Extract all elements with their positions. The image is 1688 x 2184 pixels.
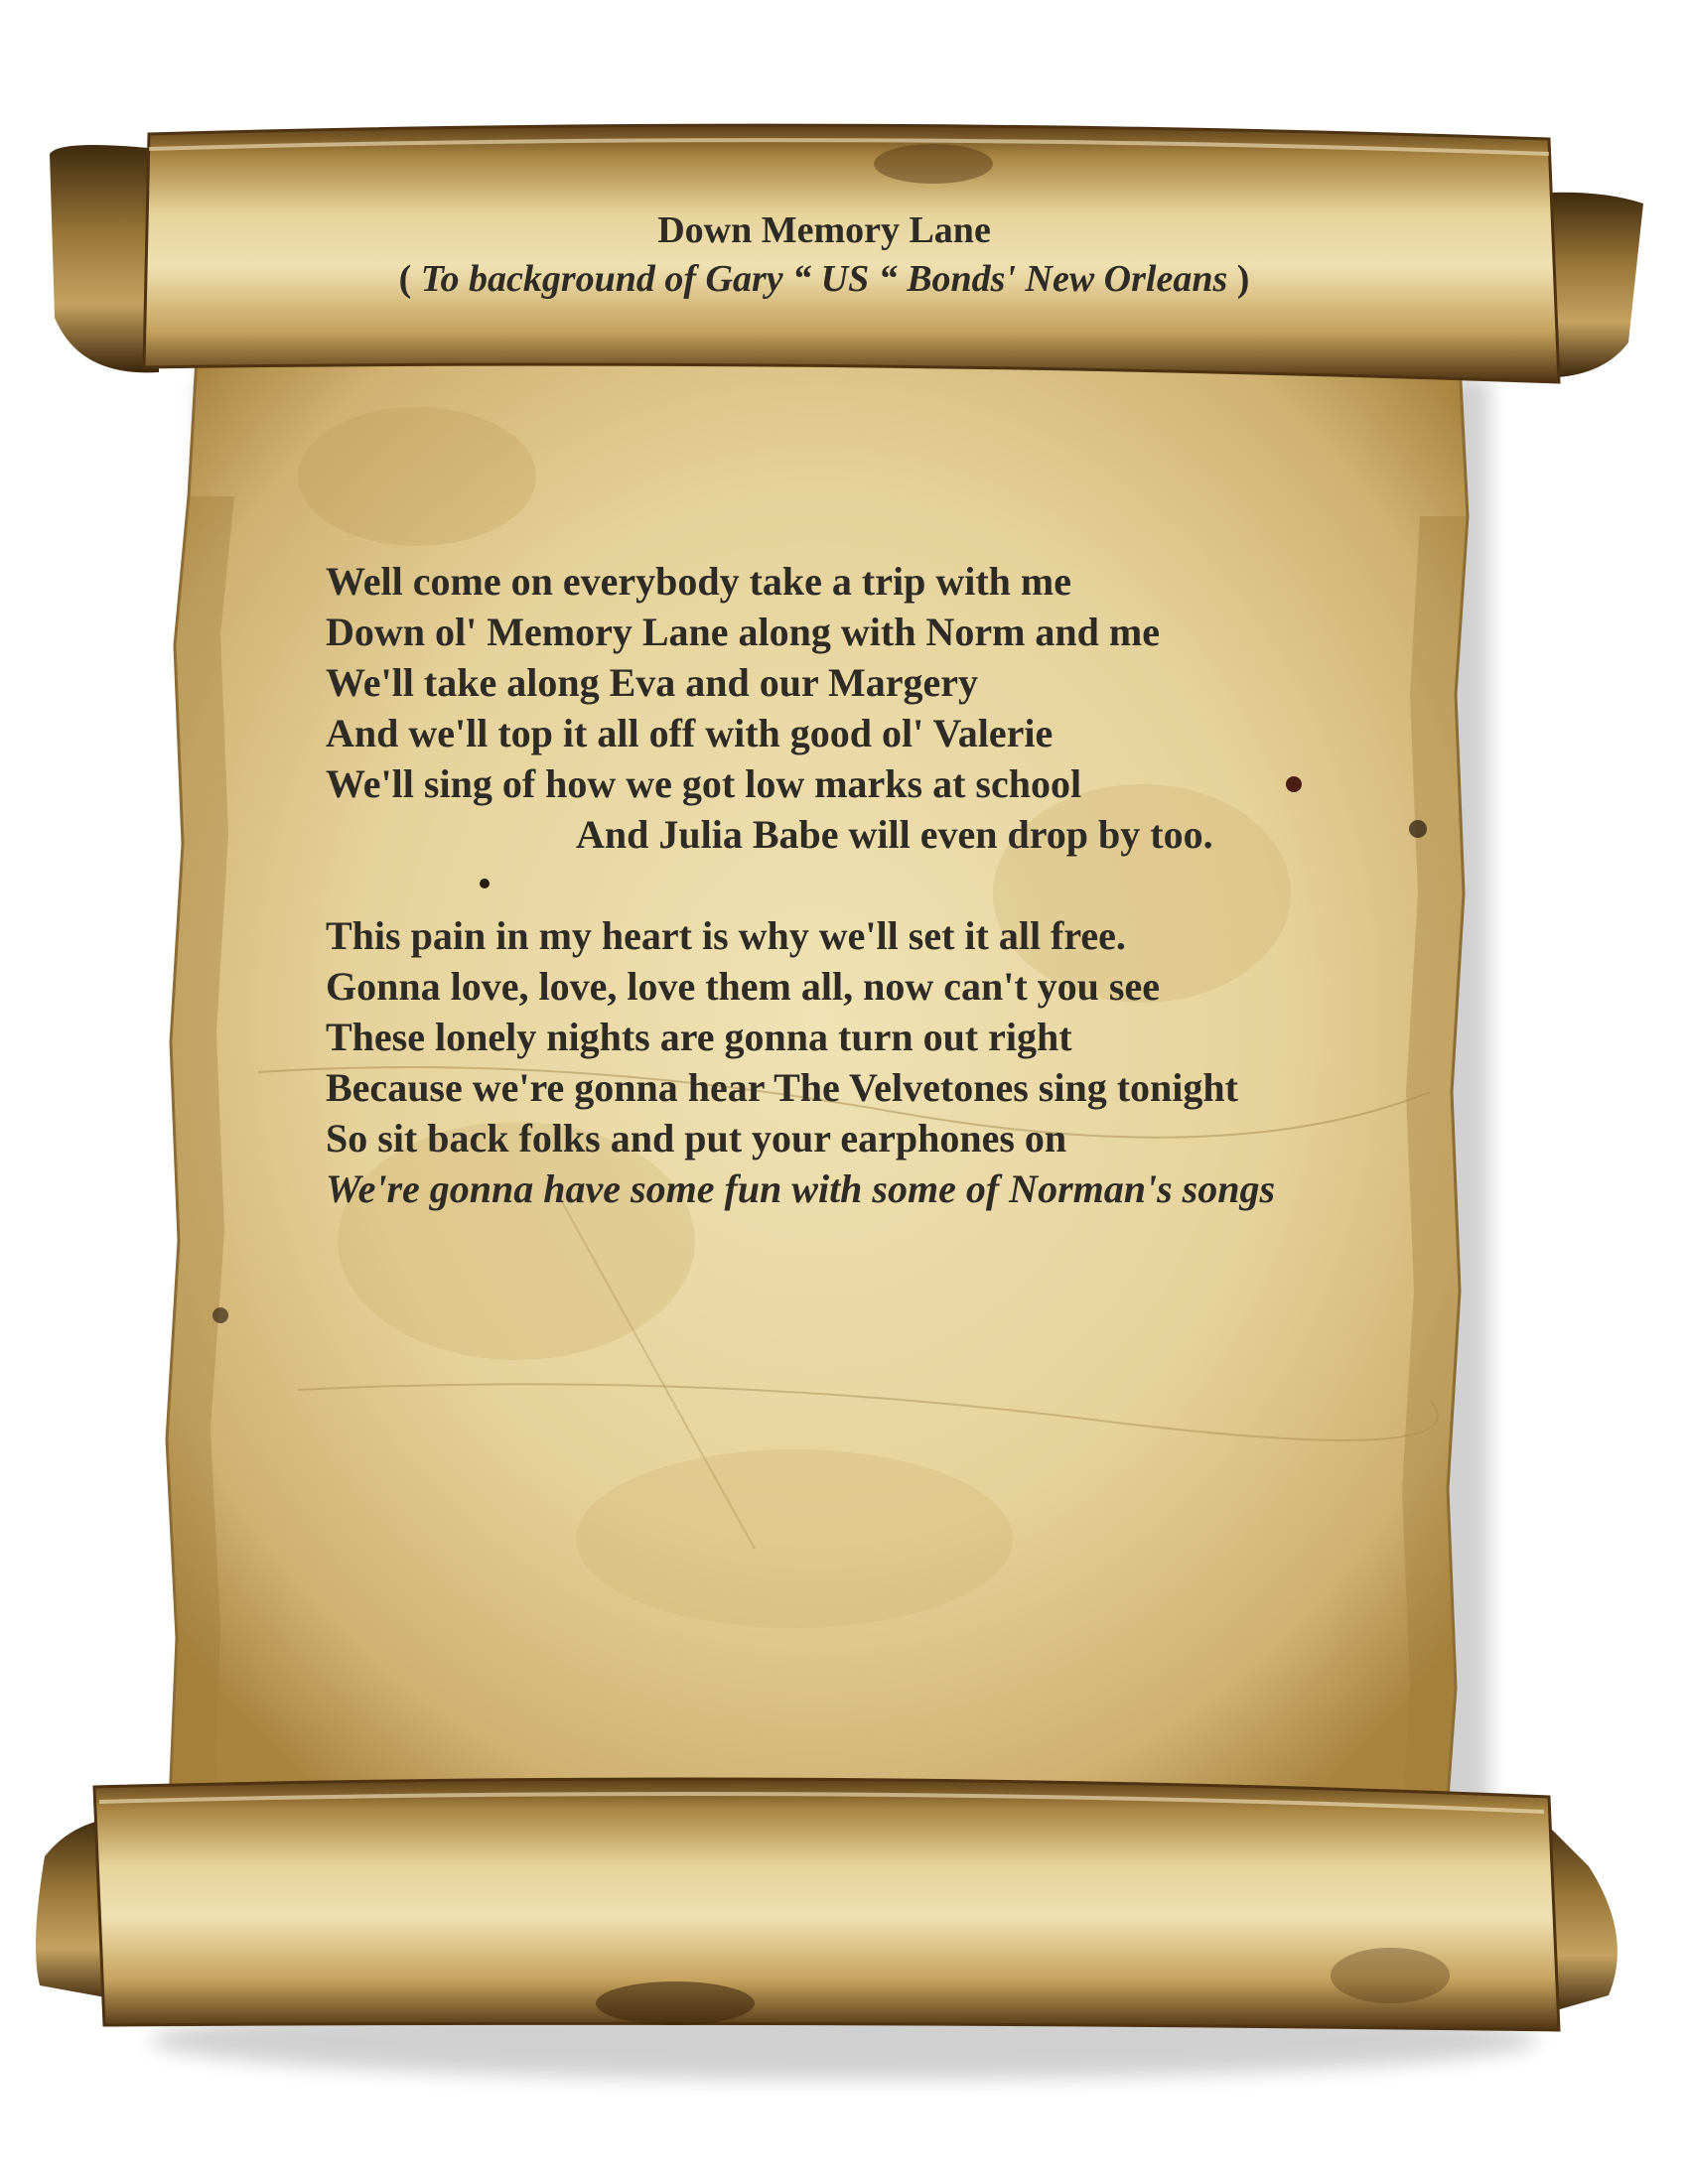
lyric-line: Well come on everybody take a trip with me bbox=[326, 559, 1071, 604]
bottom-roll bbox=[36, 1779, 1618, 2030]
lyric-line-italic: We're gonna have some fun with some of Norman's songs bbox=[326, 1166, 1276, 1211]
lyric-line: Down ol' Memory Lane along with Norm and me bbox=[326, 610, 1160, 654]
lyric-line: We'll sing of how we got low marks at school bbox=[326, 761, 1082, 806]
lyric-line: And we'll top it all off with good ol' Valerie bbox=[326, 711, 1054, 755]
lyric-line: This pain in my heart is why we'll set it all free. bbox=[326, 913, 1126, 958]
page-title: Down Memory Lane bbox=[657, 209, 991, 251]
page-subtitle bbox=[298, 254, 1350, 304]
lyric-line: Because we're gonna hear The Velvetones sing tonight bbox=[326, 1065, 1238, 1110]
title-block bbox=[298, 206, 1350, 304]
subtitle-text: To background of Gary “ US “ Bonds' New Orleans bbox=[420, 258, 1228, 300]
subtitle-close-paren: ) bbox=[1227, 258, 1250, 300]
lyric-line: These lonely nights are gonna turn out right bbox=[326, 1015, 1072, 1059]
subtitle-open-paren: ( bbox=[398, 258, 421, 300]
lyric-line: Gonna love, love, love them all, now can't you see bbox=[326, 964, 1160, 1009]
lyric-line-indented: And Julia Babe will even drop by too. bbox=[576, 812, 1213, 857]
lyric-line: We'll take along Eva and our Margery bbox=[326, 660, 979, 705]
stanza-break bbox=[326, 860, 1428, 910]
lyrics-body bbox=[326, 556, 1428, 1214]
lyric-line: So sit back folks and put your earphones on bbox=[326, 1116, 1067, 1160]
